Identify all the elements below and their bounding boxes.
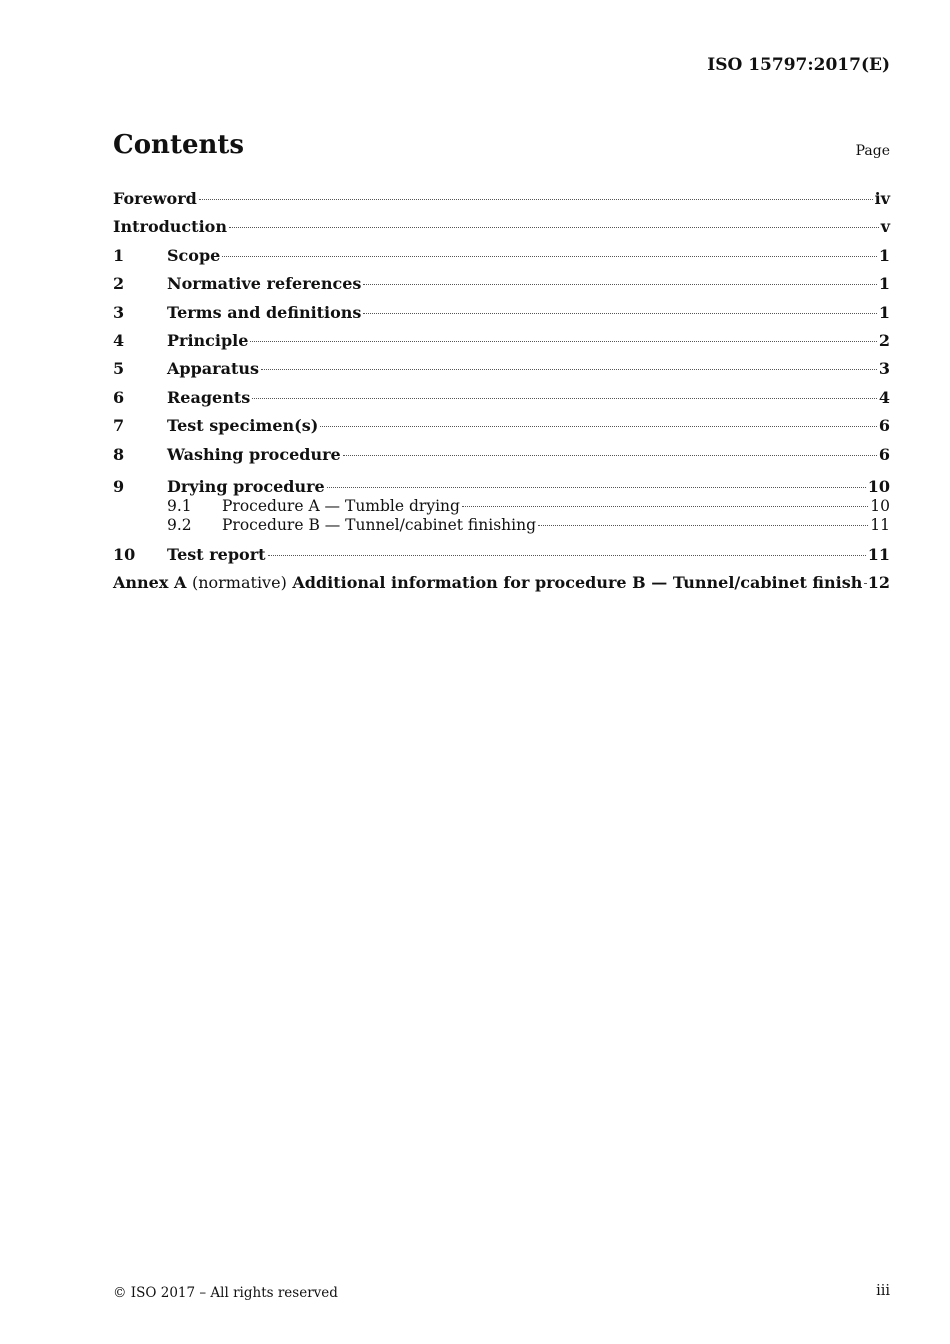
page-column-label: Page <box>855 143 890 159</box>
toc-number: 8 <box>113 444 125 464</box>
dot-leader <box>252 398 877 399</box>
toc-subentry-procedure-b[interactable] <box>113 516 890 535</box>
toc-number: 4 <box>113 330 125 350</box>
toc-number: 1 <box>113 245 125 265</box>
toc-page: 10 <box>870 496 890 515</box>
toc-label: Apparatus <box>167 359 259 379</box>
annex-prefix: Annex A <box>113 573 187 593</box>
toc-page: 1 <box>878 274 890 294</box>
toc-entry-reagents[interactable] <box>113 384 890 412</box>
toc-subentry-procedure-a[interactable] <box>113 497 890 516</box>
toc-label: Washing procedure <box>167 444 341 464</box>
annex-type: (normative) <box>191 573 287 593</box>
table-of-contents <box>113 185 890 598</box>
toc-page: 11 <box>870 515 890 534</box>
toc-entry-scope[interactable] <box>113 242 890 270</box>
toc-number: 10 <box>113 544 136 564</box>
toc-number: 6 <box>113 387 125 407</box>
footer-page-number: iii <box>876 1283 890 1299</box>
toc-label: Procedure A — Tumble drying <box>222 496 460 515</box>
toc-label: Normative references <box>167 274 362 294</box>
toc-page: 6 <box>878 444 890 464</box>
toc-entry-test-specimens[interactable] <box>113 412 890 440</box>
toc-label: Drying procedure <box>167 476 325 496</box>
dot-leader <box>363 284 876 285</box>
toc-entry-normative-references[interactable] <box>113 270 890 298</box>
annex-label <box>113 569 862 597</box>
toc-label: Terms and definitions <box>167 302 362 322</box>
toc-label: Introduction <box>113 217 227 237</box>
toc-label: Procedure B — Tunnel/cabinet finishing <box>222 515 537 534</box>
toc-number: 7 <box>113 416 125 436</box>
toc-entry-foreword[interactable] <box>113 185 890 213</box>
document-id: ISO 15797:2017(E) <box>707 55 890 75</box>
toc-page: 12 <box>867 573 890 593</box>
dot-leader <box>363 313 876 314</box>
annex-title: Additional information for procedure B — Tunnel/cabinet finish <box>292 573 863 593</box>
toc-entry-principle[interactable] <box>113 327 890 355</box>
toc-number: 9.2 <box>167 515 192 534</box>
toc-entry-terms-definitions[interactable] <box>113 299 890 327</box>
dot-leader <box>250 341 876 342</box>
toc-number: 9 <box>113 476 125 496</box>
toc-number: 9.1 <box>167 496 192 515</box>
toc-page: 10 <box>867 476 890 496</box>
toc-entry-introduction[interactable] <box>113 213 890 241</box>
dot-leader <box>199 199 873 200</box>
dot-leader <box>538 525 868 526</box>
toc-label: Test specimen(s) <box>167 416 319 436</box>
toc-page: 1 <box>878 245 890 265</box>
dot-leader <box>462 506 868 507</box>
toc-entry-apparatus[interactable] <box>113 355 890 383</box>
toc-page: iv <box>874 189 890 208</box>
page-title: Contents <box>113 130 245 160</box>
toc-label: Reagents <box>167 387 251 407</box>
toc-entry-washing-procedure[interactable] <box>113 441 890 469</box>
dot-leader <box>268 555 866 556</box>
toc-number: 3 <box>113 302 125 322</box>
dot-leader <box>327 487 866 488</box>
toc-page: 6 <box>878 416 890 436</box>
toc-page: 4 <box>878 387 890 407</box>
toc-label: Principle <box>167 330 249 350</box>
toc-number: 5 <box>113 359 125 379</box>
toc-page: 2 <box>878 330 890 350</box>
dot-leader <box>229 227 879 228</box>
toc-number: 2 <box>113 274 125 294</box>
toc-page: 1 <box>878 302 890 322</box>
toc-entry-drying-procedure[interactable] <box>113 477 890 497</box>
toc-page: v <box>880 217 890 237</box>
toc-label: Foreword <box>113 189 197 208</box>
dot-leader <box>222 256 877 257</box>
footer-copyright: © ISO 2017 – All rights reserved <box>113 1285 338 1301</box>
toc-entry-annex-a[interactable] <box>113 569 890 597</box>
toc-entry-test-report[interactable] <box>113 541 890 569</box>
dot-leader <box>864 583 865 584</box>
toc-page: 11 <box>867 544 890 564</box>
dot-leader <box>320 426 877 427</box>
toc-label: Scope <box>167 245 221 265</box>
dot-leader <box>261 369 877 370</box>
toc-label: Test report <box>167 544 266 564</box>
dot-leader <box>343 455 877 456</box>
toc-page: 3 <box>878 359 890 379</box>
